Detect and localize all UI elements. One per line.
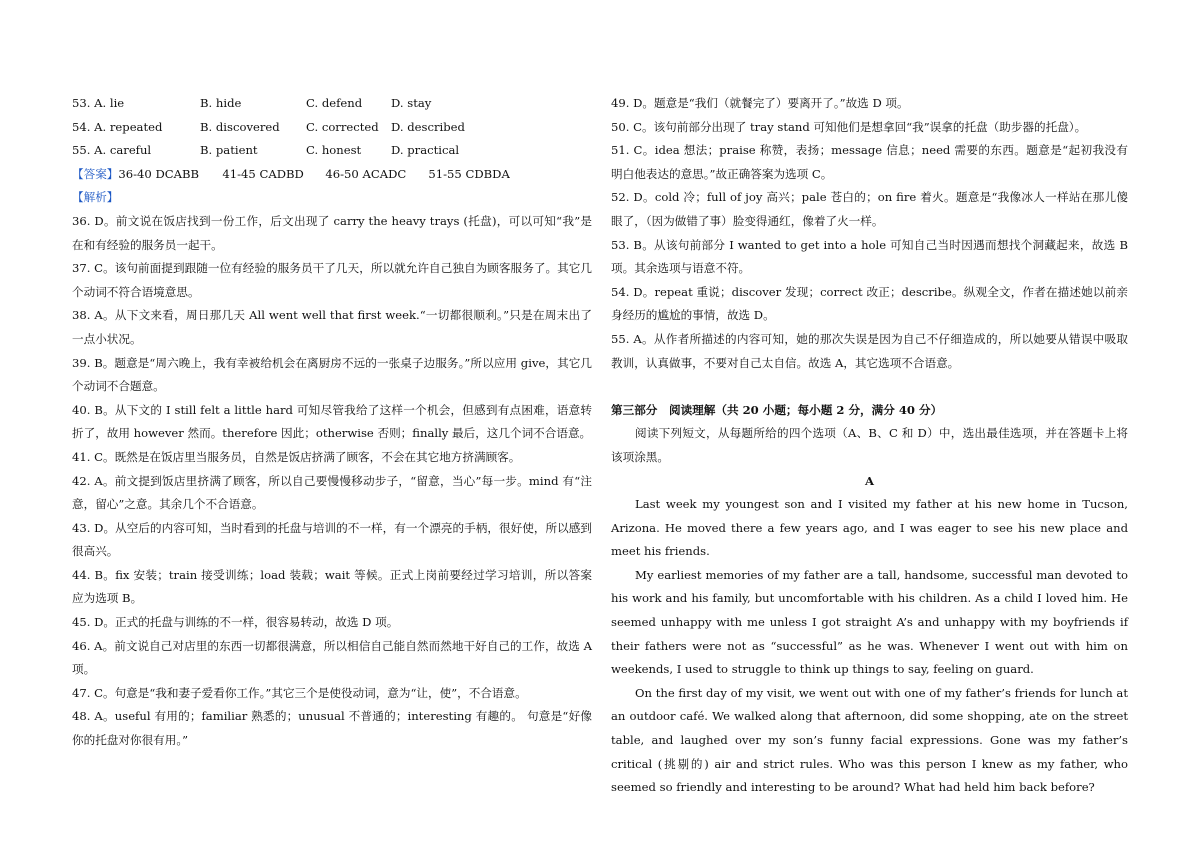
- answer-tag: 【答案】: [72, 166, 119, 181]
- explanation-37: 37. C。该句前面提到跟随一位有经验的服务员干了几天，所以就允许自己独自为顾客服务了。其它几个动词不符合语境意思。: [72, 261, 592, 299]
- option-b: B. hide: [200, 96, 242, 110]
- explanation-38: 38. A。从下文来看，周日那几天 All went well that first week.“一切都很顺利。”只是在周末出了一点小状况。: [72, 308, 592, 346]
- explanation-54: 54. D。repeat 重说；discover 发现；correct 改正；describe。纵观全文，作者在描述她以前亲身经历的尴尬的事情，故选 D。: [611, 284, 1128, 323]
- option-a: 53. A. lie: [72, 96, 125, 110]
- option-a: 54. A. repeated: [72, 119, 163, 134]
- explanation-39: 39. B。题意是“周六晚上，我有幸被给机会在离厨房不远的一张桌子边服务。”所以应用 give，其它几个动词不合题意。: [72, 355, 592, 394]
- passage-paragraph: On the first day of my visit, we went out with one of my father’s friends for lunch at an outdoor café. We walked along that afternoon, did some shopping, ate on the street table, and laughed over my son’s funny facial expressions. Gone was my father’s critical (挑剔的) air and strict rules. Who was this person I knew as my father, who seemed so friendly and interesting to be around? What had held him back before?: [611, 685, 1128, 795]
- option-d: D. described: [391, 119, 465, 134]
- explanation-50: 50. C。该句前部分出现了 tray stand 可知他们是想拿回“我”误拿的托盘（助步器的托盘）。: [611, 119, 1087, 134]
- answer-group: 36-40 DCABB: [118, 166, 200, 181]
- explanation-46: 46. A。前文说自己对店里的东西一切都很满意，所以相信自己能自然而然地干好自己的工作，故选 A 项。: [72, 638, 592, 677]
- passage-label: A: [865, 473, 874, 488]
- answer-group: 46-50 ACADC: [325, 166, 407, 181]
- explanation-42: 42. A。前文提到饭店里挤满了顾客，所以自己要慢慢移动步子，“留意，当心”每一步。mind 有“注意，留心”之意。其余几个不合语意。: [72, 473, 592, 512]
- explanation-43: 43. D。从空后的内容可知，当时看到的托盘与培训的不一样，有一个漂亮的手柄，很好使，所以感到很高兴。: [72, 520, 592, 559]
- explanation-45: 45. D。正式的托盘与训练的不一样，很容易转动，故选 D 项。: [72, 615, 399, 630]
- explanation-53: 53. B。从该句前部分 I wanted to get into a hole 可知自己当时因遇而想找个洞藏起来，故选 B 项。其余选项与语意不符。: [611, 237, 1128, 276]
- answer-group: 51-55 CDBDA: [428, 166, 510, 181]
- option-c: C. honest: [306, 143, 362, 158]
- option-c: C. corrected: [306, 119, 379, 134]
- analysis-tag: 【解析】: [72, 190, 119, 205]
- explanation-49: 49. D。题意是“我们（就餐完了）要离开了。”故选 D 项。: [611, 96, 909, 110]
- explanation-52: 52. D。cold 冷；full of joy 高兴；pale 苍白的；on fire 着火。题意是“我像冰人一样站在那儿傻眼了，（因为做错了事）脸变得通红，像着了火一样。: [611, 190, 1128, 228]
- option-c: C. defend: [306, 96, 363, 110]
- right-column: [611, 92, 1128, 800]
- explanation-48: 48. A。useful 有用的；familiar 熟悉的；unusual 不普通的；interesting 有趣的。 句意是“好像你的托盘对你很有用。”: [72, 709, 592, 748]
- left-column: [72, 92, 592, 753]
- option-b: B. discovered: [200, 119, 280, 134]
- passage-paragraph: Last week my youngest son and I visited my father at his new home in Tucson, Arizona. He moved there a few years ago, and I was eager to see his new place and meet his friends.: [611, 497, 1128, 559]
- answer-group: 41-45 CADBD: [222, 166, 304, 181]
- explanation-51: 51. C。idea 想法；praise 称赞，表扬；message 信息；need 需要的东西。题意是“起初我没有明白他表达的意思。”故正确答案为选项 C。: [611, 143, 1128, 181]
- section-instruction: 阅读下列短文，从每题所给的四个选项（A、B、C 和 D）中，选出最佳选项，并在答题卡上将该项涂黑。: [611, 426, 1128, 464]
- explanation-44: 44. B。fix 安装；train 接受训练；load 装载；wait 等候。正式上岗前要经过学习培训，所以答案应为选项 B。: [72, 567, 592, 606]
- option-d: D. practical: [391, 143, 460, 158]
- passage-paragraph: My earliest memories of my father are a tall, handsome, successful man devoted to his work and his family, but uncomfortable with his children. As a child I loved him. He seemed unhappy with me unless I got straight A’s and unhappy with my boyfriends if their fathers were not as “successful” as he was. Whenever I went out with him on weekends, I used to struggle to think up things to say, feeling on guard.: [611, 567, 1128, 677]
- option-b: B. patient: [200, 143, 258, 158]
- explanation-41: 41. C。既然是在饭店里当服务员，自然是饭店挤满了顾客，不会在其它地方挤满顾客。: [72, 449, 521, 464]
- option-d: D. stay: [391, 96, 432, 110]
- answer-key: [72, 163, 592, 187]
- option-row: [72, 116, 592, 140]
- explanation-47: 47. C。句意是“我和妻子爱看你工作。”其它三个是使役动词，意为“让，使”，不合语意。: [72, 685, 527, 700]
- explanation-36: 36. D。前文说在饭店找到一份工作，后文出现了 carry the heavy trays (托盘)，可以可知“我”是在和有经验的服务员一起干。: [72, 213, 592, 252]
- spacer: [611, 375, 1128, 399]
- explanation-40: 40. B。从下文的 I still felt a little hard 可知尽管我给了这样一个机会，但感到有点困难，语意转折了，故用 however 然而。therefore 因此；otherwise 否则；finally 最后，这几个词不合语意。: [72, 402, 592, 441]
- explanation-55: 55. A。从作者所描述的内容可知，她的那次失误是因为自己不仔细造成的，所以她要从错误中吸取教训，认真做事，不要对自己太自信。故选 A，其它选项不合语意。: [611, 331, 1128, 370]
- option-row: [72, 92, 592, 116]
- section-title: 第三部分 阅读理解（共 20 小题；每小题 2 分，满分 40 分）: [611, 402, 943, 417]
- option-row: [72, 139, 592, 163]
- option-a: 55. A. careful: [72, 143, 152, 158]
